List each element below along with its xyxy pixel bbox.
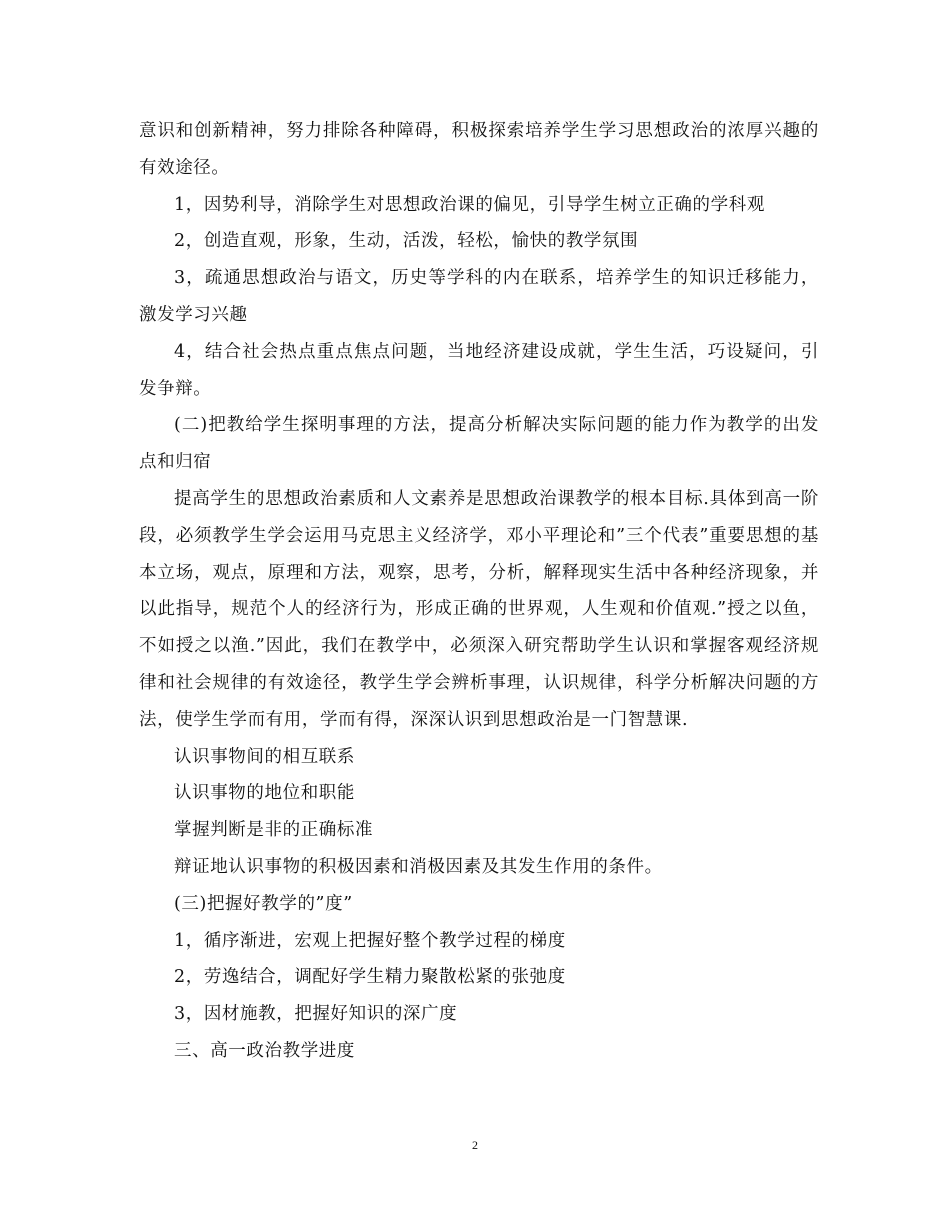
paragraph-continuation: 意识和创新精神，努力排除各种障碍，积极探索培养学生学习思想政治的浓厚兴趣的有效途径。 xyxy=(139,121,819,178)
list-item-tension: 2，劳逸结合，调配好学生精力聚散松紧的张弛度 xyxy=(174,967,566,988)
list-item-depth: 3，因材施教，把握好知识的深广度 xyxy=(174,1004,458,1025)
chapter-heading: 三、高一政治教学进度 xyxy=(174,1040,355,1061)
bullet-item-standard: 掌握判断是非的正确标准 xyxy=(174,820,374,841)
bullet-item-position: 认识事物的地位和职能 xyxy=(174,783,355,804)
bullet-item-dialectic: 辩证地认识事物的积极因素和消极因素及其发生作用的条件。 xyxy=(174,856,663,877)
list-item-2: 2，创造直观，形象，生动，活泼，轻松，愉快的教学氛围 xyxy=(174,231,639,252)
document-body xyxy=(139,113,819,1070)
page-number: 2 xyxy=(472,1138,478,1152)
list-item-3: 3，疏通思想政治与语文，历史等学科的内在联系，培养学生的知识迁移能力，激发学习兴趣 xyxy=(139,268,819,325)
bullet-item-relations: 认识事物间的相互联系 xyxy=(174,746,355,767)
section-heading-3: (三)把握好教学的”度” xyxy=(174,893,353,914)
body-paragraph: 提高学生的思想政治素质和人文素养是思想政治课教学的根本目标.具体到高一阶段，必须教学生学会运用马克思主义经济学，邓小平理论和”三个代表”重要思想的基本立场，观点，原理和方法，观察，思考，分析，解释现实生活中各种经济现象，并以此指导，规范个人的经济行为，形成正确的世界观，人生观和价值观.”授之以鱼，不如授之以渔.”因此，我们在教学中，必须深入研究帮助学生认识和掌握客观经济规律和社会规律的有效途径，教学生学会辨析事理，认识规律，科学分析解决问题的方法，使学生学而有用，学而有得，深深认识到思想政治是一门智慧课. xyxy=(139,488,819,730)
list-item-gradient: 1，循序渐进，宏观上把握好整个教学过程的梯度 xyxy=(174,930,566,951)
list-item-1: 1，因势利导，消除学生对思想政治课的偏见，引导学生树立正确的学科观 xyxy=(174,194,765,215)
section-heading-2: (二)把教给学生探明事理的方法，提高分析解决实际问题的能力作为教学的出发点和归宿 xyxy=(139,415,819,473)
list-item-4: 4，结合社会热点重点焦点问题，当地经济建设成就，学生生活，巧设疑问，引发争辩。 xyxy=(139,341,819,399)
